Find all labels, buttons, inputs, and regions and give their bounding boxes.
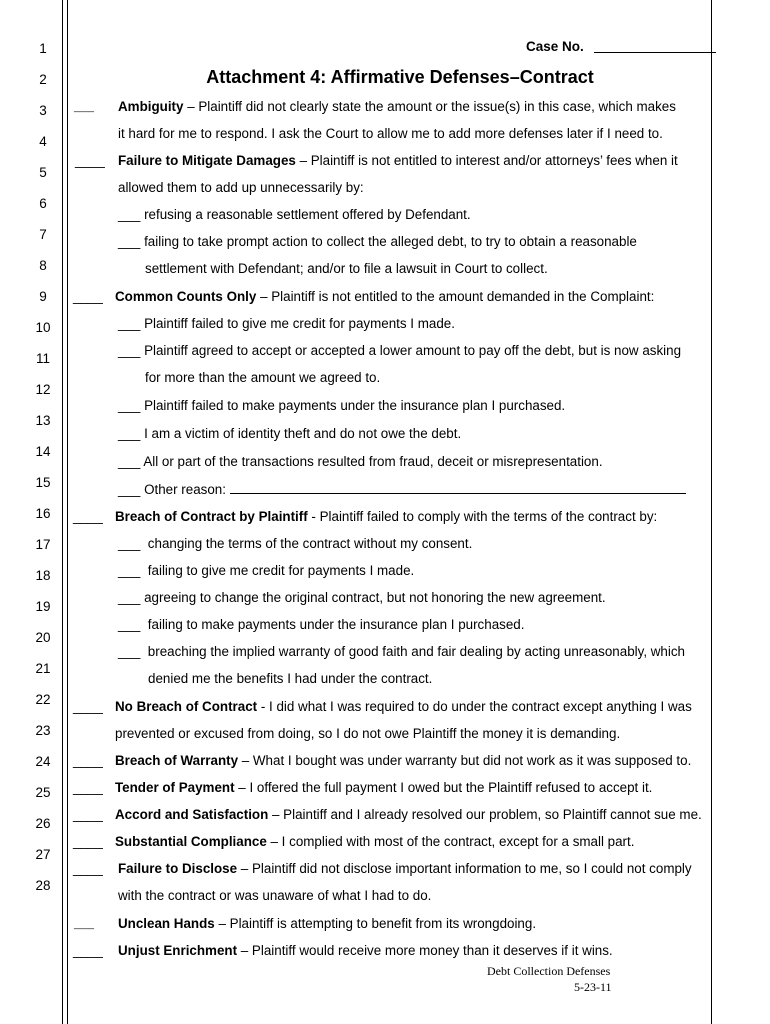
line-number: 6 [39, 196, 47, 211]
margin-rule-right [711, 0, 712, 1024]
common-counts-option [118, 398, 565, 414]
option-text: I am a victim of identity theft and do not owe the debt. [144, 426, 462, 441]
defense-text: – Plaintiff did not clearly state the amount or the issue(s) in this case, which makes [183, 99, 676, 114]
option-checkbox[interactable]: ___ [118, 426, 141, 441]
line-number: 19 [35, 599, 51, 614]
defense-text: – What I bought was under warranty but did not work as it was supposed to. [238, 753, 692, 768]
defense-warranty [115, 753, 691, 769]
defense-mitigate [118, 153, 678, 169]
option-text: breaching the implied warranty of good faith and fair dealing by acting unreasonably, which [147, 644, 685, 659]
defense-label: Accord and Satisfaction [115, 807, 269, 822]
line-number: 21 [35, 661, 51, 676]
common-counts-option [118, 426, 461, 442]
checkbox-mitigate[interactable]: ____ [75, 153, 105, 168]
line-number: 16 [35, 506, 51, 521]
common-counts-option [118, 343, 681, 359]
option-checkbox[interactable]: ___ [118, 207, 141, 222]
defense-unclean [118, 916, 536, 932]
defense-label: No Breach of Contract [115, 699, 258, 714]
common-counts-option [118, 454, 603, 470]
option-checkbox[interactable]: ___ [118, 482, 141, 497]
option-checkbox[interactable]: ___ [118, 316, 141, 331]
option-checkbox[interactable]: ___ [118, 644, 141, 659]
defense-label: Unjust Enrichment [118, 943, 238, 958]
option-text: Plaintiff failed to make payments under the insurance plan I purchased. [144, 398, 566, 413]
defense-disclose-cont: with the contract or was unaware of what I had to do. [118, 888, 432, 903]
line-number: 11 [35, 351, 50, 366]
defense-no-breach-cont: prevented or excused from doing, so I do not owe Plaintiff the money it is demanding. [115, 726, 621, 741]
defense-text: – I offered the full payment I owed but the Plaintiff refused to accept it. [234, 780, 653, 795]
defense-ambiguity [118, 99, 676, 115]
defense-label: Common Counts Only [115, 289, 257, 304]
line-number: 17 [35, 537, 51, 552]
breach-option [118, 590, 606, 606]
defense-breach-plaintiff [115, 509, 657, 525]
line-number: 23 [35, 723, 51, 738]
option-text: failing to take prompt action to collect the alleged debt, to try to obtain a reasonable [144, 234, 637, 249]
checkbox-tender[interactable]: ____ [73, 780, 103, 795]
line-number: 3 [39, 103, 47, 118]
line-number: 25 [35, 785, 51, 800]
line-number: 24 [35, 754, 51, 769]
defense-tender [115, 780, 652, 796]
breach-option-cont: denied me the benefits I had under the contract. [148, 671, 433, 686]
line-number: 4 [39, 134, 47, 149]
checkbox-substantial[interactable]: ____ [73, 834, 103, 849]
case-number-label: Case No. [526, 39, 584, 54]
option-text: Plaintiff agreed to accept or accepted a lower amount to pay off the debt, but is now asking [144, 343, 682, 358]
defense-label: Unclean Hands [118, 916, 215, 931]
defense-label: Breach of Contract by Plaintiff [115, 509, 308, 524]
defense-label: Tender of Payment [115, 780, 235, 795]
common-counts-option [118, 316, 455, 332]
option-text: refusing a reasonable settlement offered by Defendant. [144, 207, 471, 222]
option-text: All or part of the transactions resulted from fraud, deceit or misrepresentation. [143, 454, 603, 469]
defense-label: Failure to Disclose [118, 861, 238, 876]
line-number: 14 [35, 444, 51, 459]
defense-text: – Plaintiff is not entitled to interest and/or attorneys’ fees when it [295, 153, 678, 168]
line-number: 27 [35, 847, 51, 862]
option-checkbox[interactable]: ___ [118, 234, 141, 249]
checkbox-breach-plaintiff[interactable]: ____ [73, 509, 103, 524]
defense-text: – Plaintiff and I already resolved our problem, so Plaintiff cannot sue me. [268, 807, 702, 822]
line-number: 13 [35, 413, 51, 428]
case-number-field[interactable] [594, 52, 716, 53]
defense-text: – Plaintiff did not disclose important information to me, so I could not comply [237, 861, 692, 876]
defense-text: – Plaintiff would receive more money than it deserves if it wins. [237, 943, 613, 958]
line-number: 12 [35, 382, 51, 397]
margin-rule-left-inner [67, 0, 68, 1024]
defense-accord [115, 807, 702, 823]
option-text: failing to make payments under the insurance plan I purchased. [147, 617, 525, 632]
checkbox-warranty[interactable]: ____ [73, 753, 103, 768]
option-checkbox[interactable]: ___ [118, 590, 141, 605]
line-number: 7 [39, 227, 47, 242]
defense-no-breach [115, 699, 692, 715]
option-text: failing to give me credit for payments I made. [147, 563, 415, 578]
common-counts-option-cont: for more than the amount we agreed to. [145, 370, 381, 385]
defense-text: – I complied with most of the contract, except for a small part. [266, 834, 635, 849]
option-text: agreeing to change the original contract, but not honoring the new agreement. [144, 590, 606, 605]
checkbox-unclean[interactable]: ____ [74, 919, 95, 929]
defense-label: Ambiguity [118, 99, 184, 114]
defense-text: – Plaintiff is not entitled to the amount demanded in the Complaint: [256, 289, 655, 304]
line-number: 20 [35, 630, 51, 645]
option-checkbox[interactable]: ___ [118, 536, 141, 551]
defense-unjust [118, 943, 613, 959]
line-number: 2 [39, 72, 47, 87]
mitigate-option [118, 234, 637, 250]
option-text: changing the terms of the contract without my consent. [147, 536, 473, 551]
defense-substantial [115, 834, 634, 850]
checkbox-accord[interactable]: ____ [73, 807, 103, 822]
mitigate-option-cont: settlement with Defendant; and/or to file a lawsuit in Court to collect. [145, 261, 548, 276]
defense-ambiguity-cont: it hard for me to respond. I ask the Court to allow me to add more defenses later if I need to. [118, 126, 663, 141]
footer-date: 5-23-11 [574, 980, 612, 994]
breach-option [118, 536, 472, 552]
defense-label: Breach of Warranty [115, 753, 239, 768]
other-reason-field[interactable] [230, 482, 686, 494]
margin-rule-left-outer [62, 0, 63, 1024]
line-number: 28 [35, 878, 51, 893]
defense-label: Substantial Compliance [115, 834, 267, 849]
option-checkbox[interactable]: ___ [118, 563, 141, 578]
mitigate-option [118, 207, 471, 223]
defense-text: - Plaintiff failed to comply with the terms of the contract by: [307, 509, 658, 524]
defense-common-counts [115, 289, 654, 305]
breach-option [118, 617, 524, 633]
option-text: Plaintiff failed to give me credit for payments I made. [144, 316, 455, 331]
footer-form-name: Debt Collection Defenses [487, 964, 611, 978]
breach-option [118, 644, 685, 660]
checkbox-ambiguity[interactable]: ____ [74, 102, 95, 112]
defense-mitigate-cont: allowed them to add up unnecessarily by: [118, 180, 364, 195]
option-checkbox[interactable]: ___ [118, 343, 141, 358]
defense-text: - I did what I was required to do under the contract except anything I was [257, 699, 692, 714]
line-number: 15 [35, 475, 51, 490]
line-number: 8 [39, 258, 47, 273]
defense-text: – Plaintiff is attempting to benefit from its wrongdoing. [214, 916, 537, 931]
checkbox-disclose[interactable]: ____ [73, 861, 103, 876]
common-counts-option-other [118, 482, 686, 498]
breach-option [118, 563, 414, 579]
option-text: Other reason: [144, 482, 226, 497]
checkbox-common-counts[interactable]: ____ [73, 289, 103, 304]
line-number: 18 [35, 568, 51, 583]
line-number: 5 [39, 165, 47, 180]
defense-label: Failure to Mitigate Damages [118, 153, 296, 168]
line-number: 10 [35, 320, 51, 335]
option-checkbox[interactable]: ___ [118, 617, 141, 632]
option-checkbox[interactable]: ___ [118, 398, 141, 413]
checkbox-unjust[interactable]: ____ [73, 943, 103, 958]
defense-disclose [118, 861, 692, 877]
option-checkbox[interactable]: ___ [118, 454, 141, 469]
line-number: 9 [39, 289, 47, 304]
line-number: 22 [35, 692, 51, 707]
checkbox-no-breach[interactable]: ____ [73, 699, 103, 714]
line-number: 26 [35, 816, 51, 831]
page-title: Attachment 4: Affirmative Defenses–Contract [206, 67, 594, 87]
line-number: 1 [39, 41, 47, 56]
